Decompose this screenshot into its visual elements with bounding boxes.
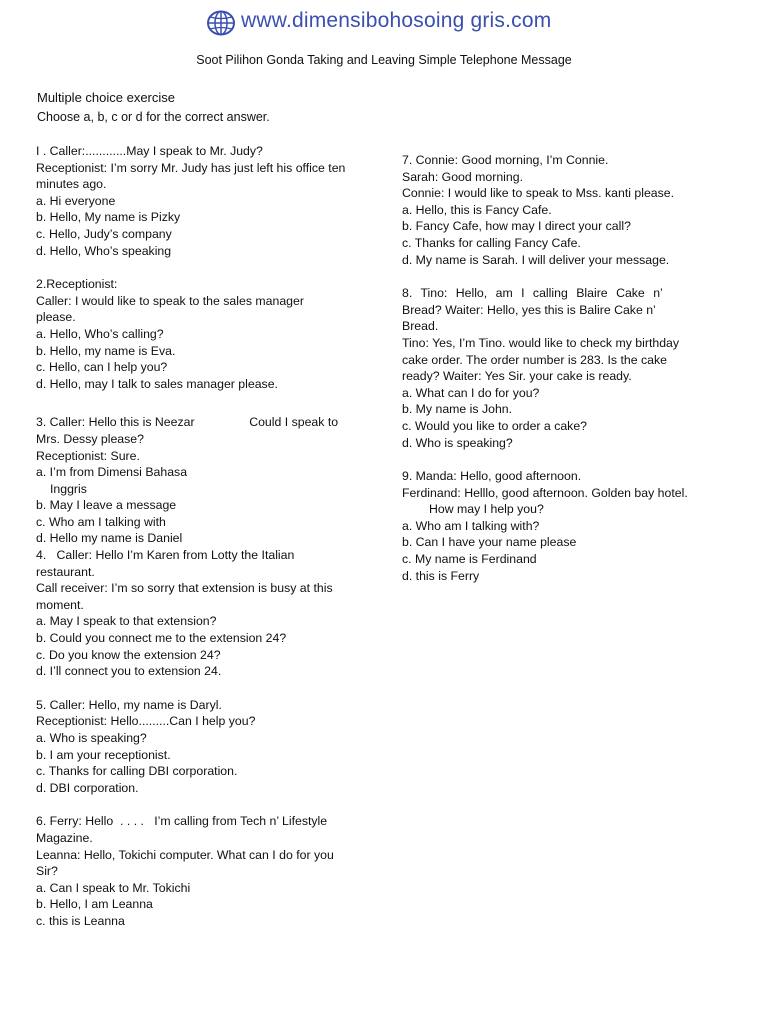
question-line: moment. (36, 597, 84, 612)
exercise-heading: Multiple choice exercise (37, 90, 176, 105)
left-column (36, 143, 371, 930)
question-line: Tino: Yes, I’m Tino. would like to check my birthday (402, 335, 680, 350)
question-line: Ferdinand: Helllo, good afternoon. Golden bay hotel. (402, 485, 688, 500)
question-line: Call receiver: I’m so sorry that extension is busy at this (36, 581, 333, 596)
option-b: b. Can I have your name please (402, 535, 577, 550)
option-b: b. I am your receptionist. (36, 747, 171, 762)
option-d: d. DBI corporation. (36, 780, 139, 795)
question-7 (402, 152, 740, 268)
question-line: Connie: I would like to speak to Mss. kanti please. (402, 186, 675, 201)
option-d: d. Hello, Who’s speaking (36, 243, 172, 258)
question-line: I . Caller:............May I speak to Mr. Judy? (36, 144, 263, 158)
option-c: c. Would you like to order a cake? (402, 418, 588, 433)
globe-logo-icon (206, 10, 236, 36)
question-line: 2.Receptionist: (36, 277, 118, 292)
question-line: 4. Caller: Hello I’m Karen from Lotty the Italian (36, 548, 295, 563)
question-line: cake order. The order number is 283. Is the cake (402, 352, 667, 367)
question-line: Magazine. (36, 830, 93, 845)
question-line: 7. Connie: Good morning, I’m Connie. (402, 153, 609, 167)
option-a: a. Who am I talking with? (402, 518, 540, 533)
option-a: a. I’m from Dimensi Bahasa (36, 465, 188, 480)
site-url: www.dimensibohosoing gris.com (241, 9, 552, 32)
option-a: a. What can I do for you? (402, 385, 540, 400)
option-b: b. My name is John. (402, 402, 513, 417)
question-line: Receptionist: Sure. (36, 448, 140, 463)
option-b: b. Fancy Cafe, how may I direct your call? (402, 219, 631, 234)
option-c: c. Hello, Judy’s company (36, 226, 172, 241)
question-line: Bread. (402, 319, 439, 334)
option-a: a. Who is speaking? (36, 731, 147, 745)
right-column (402, 152, 740, 584)
option-c: c. this is Leanna (36, 913, 125, 928)
question-line: Mrs. Dessy please? (36, 431, 144, 446)
option-d: d. Hello, may I talk to sales manager please. (36, 376, 278, 391)
option-b: b. Hello, My name is Pizky (36, 210, 181, 225)
option-a: a. Can I speak to Mr. Tokichi (36, 880, 191, 895)
option-b: b. May I leave a message (36, 498, 177, 513)
question-line: Bread? Waiter: Hello, yes this is Balire Cake n’ (402, 302, 656, 317)
question-line: please. (36, 310, 76, 325)
page-header (0, 8, 768, 38)
question-line: Caller: I would like to speak to the sales manager (36, 293, 304, 308)
question-2 (36, 276, 371, 392)
question-line: 5. Caller: Hello, my name is Daryl. (36, 697, 222, 712)
option-c: c. Hello, can I help you? (36, 360, 168, 375)
question-line: 3. Caller: Hello this is Neezar Could I speak to (36, 415, 339, 430)
question-6 (36, 813, 371, 929)
option-a: a. Hello, Who’s calling? (36, 326, 164, 341)
question-5 (36, 697, 371, 797)
intro (37, 89, 270, 126)
question-line: minutes ago. (36, 177, 107, 192)
option-a: a. Hi everyone (36, 193, 116, 208)
option-c: c. My name is Ferdinand (402, 552, 537, 567)
question-line: 9. Manda: Hello, good afternoon. (402, 469, 582, 484)
question-line: Leanna: Hello, Tokichi computer. What can I do for you (36, 847, 334, 862)
question-line: Receptionist: I’m sorry Mr. Judy has just left his office ten (36, 160, 346, 175)
question-line: 6. Ferry: Hello . . . . I’m calling from Tech n’ Lifestyle (36, 814, 328, 829)
option-d: d. I’ll connect you to extension 24. (36, 664, 222, 679)
option-b: b. Hello, my name is Eva. (36, 343, 176, 358)
option-d: d. My name is Sarah. I will deliver your message. (402, 252, 670, 267)
option-c: c. Do you know the extension 24? (36, 647, 221, 662)
option-a-continuation: Inggris (50, 481, 87, 496)
option-b: b. Hello, I am Leanna (36, 897, 153, 912)
option-d: d. Hello my name is Daniel (36, 531, 183, 546)
question-1 (36, 143, 371, 259)
option-a: a. May I speak to that extension? (36, 614, 217, 629)
question-4 (36, 547, 371, 680)
option-d: d. this is Ferry (402, 568, 480, 583)
question-9 (402, 468, 740, 584)
question-8 (402, 285, 740, 451)
question-3 (36, 414, 371, 547)
option-c: c. Thanks for calling Fancy Cafe. (402, 235, 581, 250)
page-title: Soot Pilihon Gonda Taking and Leaving Simple Telephone Message (196, 53, 572, 67)
question-line: Sir? (36, 864, 58, 879)
option-d: d. Who is speaking? (402, 435, 513, 450)
question-line: ready? Waiter: Yes Sir. your cake is ready. (402, 369, 632, 384)
option-b: b. Could you connect me to the extension 24? (36, 631, 287, 646)
option-c: c. Thanks for calling DBI corporation. (36, 764, 238, 779)
option-c: c. Who am I talking with (36, 514, 166, 529)
option-a: a. Hello, this is Fancy Cafe. (402, 202, 552, 217)
question-line: restaurant. (36, 564, 95, 579)
instruction-text: Choose a, b, c or d for the correct answer. (37, 110, 270, 124)
question-line: Sarah: Good morning. (402, 169, 523, 184)
question-line: Receptionist: Hello.........Can I help you? (36, 714, 256, 729)
question-line: How may I help you? (429, 502, 544, 517)
question-line: 8. Tino: Hello, am I calling Blaire Cake n’ (402, 286, 663, 301)
